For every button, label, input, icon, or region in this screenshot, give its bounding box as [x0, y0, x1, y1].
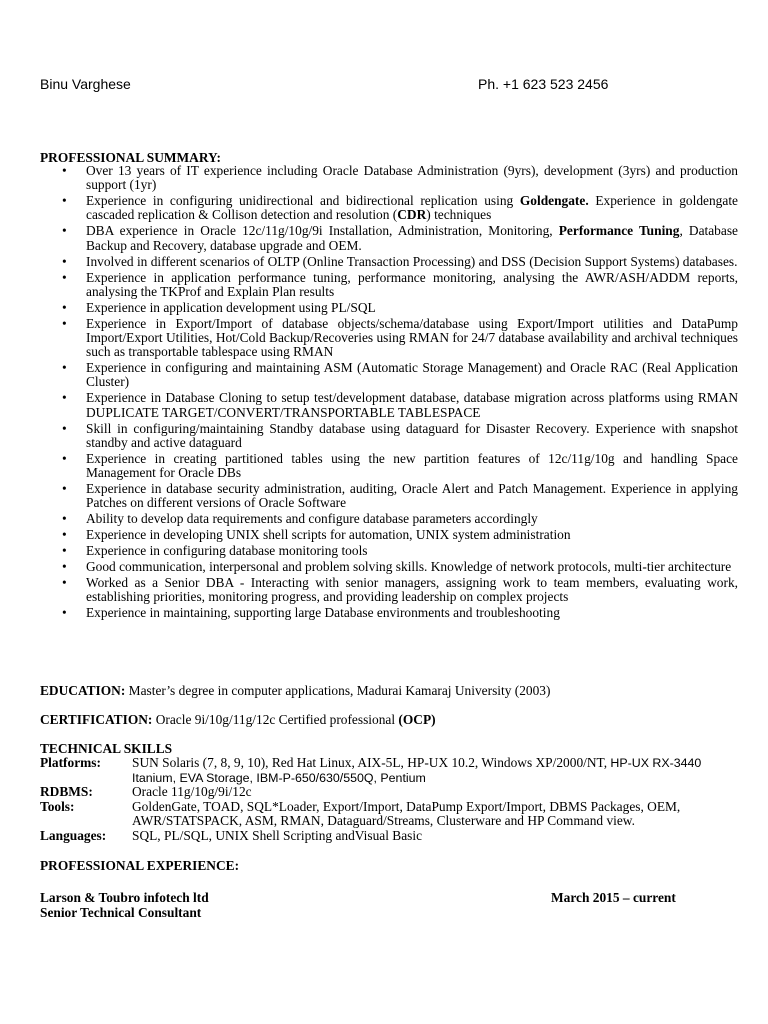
summary-item	[40, 560, 738, 574]
summary-item	[40, 391, 738, 419]
summary-item-text: Experience in application performance tuning, performance monitoring, analysing the AWR/ASH/ADDM reports, analysing the TKProf and Explain Plan results	[86, 269, 738, 299]
summary-item-text: Experience in configuring database monitoring tools	[86, 543, 368, 559]
skills-row	[40, 829, 740, 844]
technical-skills-heading: TECHNICAL SKILLS	[40, 741, 173, 756]
technical-skills-table	[40, 756, 740, 844]
skills-value	[132, 829, 740, 844]
skills-key: RDBMS:	[40, 784, 93, 800]
education-text: Master’s degree in computer applications, Madurai Kamaraj University (2003)	[125, 683, 551, 698]
summary-item	[40, 528, 738, 542]
skills-row	[40, 756, 740, 785]
summary-item-text: Experience in goldengate cascaded replication & Collison detection and resolution (	[86, 193, 738, 223]
job-company: Larson & Toubro infotech ltd	[40, 890, 209, 905]
job-dates: March 2015 – current	[551, 890, 676, 905]
summary-item-text: Experience in configuring and maintaining ASM (Automatic Storage Management) and Oracle RAC (Real Application Cluster)	[86, 360, 738, 390]
bullet-icon: •	[62, 269, 67, 285]
summary-item-text: ) techniques	[426, 207, 492, 223]
summary-item-text: DBA experience in Oracle 12c/11g/10g/9i Installation, Administration, Monitoring,	[86, 223, 559, 239]
summary-item-text: Ability to develop data requirements and configure database parameters accordingly	[86, 511, 538, 527]
summary-item-text: Over 13 years of IT experience including Oracle Database Administration (9yrs), development (3yrs) and production support (1yr)	[86, 163, 738, 193]
skills-row	[40, 785, 740, 800]
summary-item	[40, 164, 738, 192]
summary-item	[40, 317, 738, 360]
skills-row	[40, 800, 740, 829]
summary-item	[40, 224, 738, 252]
bullet-icon: •	[62, 315, 67, 331]
bullet-icon: •	[62, 420, 67, 436]
bullet-icon: •	[62, 543, 67, 559]
summary-item-emphasis: Goldengate.	[519, 193, 589, 209]
bullet-icon: •	[62, 390, 67, 406]
summary-item-text: Experience in configuring unidirectional and bidirectional replication using	[86, 193, 520, 209]
summary-item	[40, 271, 738, 299]
certification-text: Oracle 9i/10g/11g/12c Certified professional	[152, 712, 399, 727]
summary-item	[40, 512, 738, 526]
bullet-icon: •	[62, 559, 67, 575]
skills-key: Platforms:	[40, 755, 101, 770]
job-role: Senior Technical Consultant	[40, 905, 202, 920]
summary-item-text: Experience in Database Cloning to setup test/development database, database migration across platforms using RMAN DUPLICATE TARGET/CONVERT/TRANSPORTABLE TABLESPACE	[86, 390, 738, 420]
skills-value-text: SQL, PL/SQL, UNIX Shell Scripting andVisual Basic	[132, 827, 423, 843]
summary-item	[40, 544, 738, 558]
skills-value	[132, 785, 740, 800]
summary-item-text: Worked as a Senior DBA - Interacting with senior managers, assigning work to team members, evaluating work, establishing priorities, monitoring progress, and providing leadership on complex projects	[86, 575, 738, 605]
summary-list	[40, 164, 738, 622]
summary-item-text: Experience in developing UNIX shell scripts for automation, UNIX system administration	[86, 527, 571, 543]
summary-item-text: Skill in configuring/maintaining Standby database using dataguard for Disaster Recovery. Experience with snapshot standby and active dataguard	[86, 420, 738, 450]
candidate-name: Binu Varghese	[40, 76, 131, 92]
education-line	[40, 683, 550, 699]
resume-header	[40, 76, 730, 96]
skills-key: Languages:	[40, 827, 107, 843]
summary-item	[40, 255, 738, 269]
candidate-phone: Ph. +1 623 523 2456	[478, 76, 609, 92]
skills-value-text: SUN Solaris (7, 8, 9, 10), Red Hat Linux, AIX-5L, HP-UX 10.2, Windows XP/2000/NT,	[132, 755, 611, 770]
bullet-icon: •	[62, 299, 67, 315]
summary-item-text: Experience in application development using PL/SQL	[86, 299, 376, 315]
bullet-icon: •	[62, 360, 67, 376]
summary-heading: PROFESSIONAL SUMMARY:	[40, 150, 221, 165]
skills-value	[132, 756, 740, 785]
summary-item	[40, 361, 738, 389]
summary-item	[40, 452, 738, 480]
skills-value	[132, 800, 740, 829]
certification-line	[40, 712, 436, 728]
skills-value-text: GoldenGate, TOAD, SQL*Loader, Export/Import, DataPump Export/Import, DBMS Packages, OEM, AWR/STATSPACK, ASM, RMAN, Dataguard/Streams, Clusterware and HP Command view.	[132, 798, 681, 829]
summary-item-emphasis: Performance Tuning	[558, 223, 680, 239]
summary-item-text: Good communication, interpersonal and problem solving skills. Knowledge of network protocols, multi-tier architecture	[86, 559, 732, 575]
summary-item	[40, 301, 738, 315]
bullet-icon: •	[62, 223, 67, 239]
certification-badge: (OCP)	[398, 712, 436, 727]
education-label: EDUCATION:	[40, 683, 126, 698]
summary-item-text: Experience in Export/Import of database objects/schema/database using Export/Import utilities and DataPump Import/Export Utilities, Hot/Cold Backup/Recoveries using RMAN for 24/7 database availability and archival techniques such as transportable tablespace using RMAN	[86, 315, 738, 360]
bullet-icon: •	[62, 253, 67, 269]
summary-item	[40, 422, 738, 450]
summary-item	[40, 606, 738, 620]
bullet-icon: •	[62, 481, 67, 497]
bullet-icon: •	[62, 605, 67, 621]
summary-item-text: Experience in maintaining, supporting large Database environments and troubleshooting	[86, 605, 560, 621]
summary-item-emphasis: CDR	[397, 207, 427, 223]
summary-item	[40, 576, 738, 604]
certification-label: CERTIFICATION:	[40, 712, 153, 727]
summary-item	[40, 194, 738, 222]
bullet-icon: •	[62, 575, 67, 591]
bullet-icon: •	[62, 527, 67, 543]
summary-item-text: , Database Backup and Recovery, database upgrade and OEM.	[86, 223, 738, 253]
bullet-icon: •	[62, 193, 67, 209]
summary-item-text: Experience in database security administration, auditing, Oracle Alert and Patch Management. Experience in applying Patches on different versions of Oracle Software	[86, 481, 738, 511]
bullet-icon: •	[62, 163, 67, 178]
summary-item-text: Experience in creating partitioned tables using the new partition features of 12c/11g/10g and handling Space Management for Oracle DBs	[86, 450, 738, 481]
summary-item	[40, 482, 738, 510]
skills-key: Tools:	[40, 798, 75, 814]
skills-value-text: Oracle 11g/10g/9i/12c	[132, 784, 252, 800]
experience-heading: PROFESSIONAL EXPERIENCE:	[40, 858, 240, 873]
skills-value-text-sans: HP-UX RX-3440 Itanium, EVA Storage, IBM-P-650/630/550Q, Pentium	[132, 756, 702, 785]
bullet-icon: •	[62, 511, 67, 527]
summary-item-text: Involved in different scenarios of OLTP (Online Transaction Processing) and DSS (Decision Support Systems) databases.	[86, 253, 738, 269]
bullet-icon: •	[62, 450, 67, 466]
